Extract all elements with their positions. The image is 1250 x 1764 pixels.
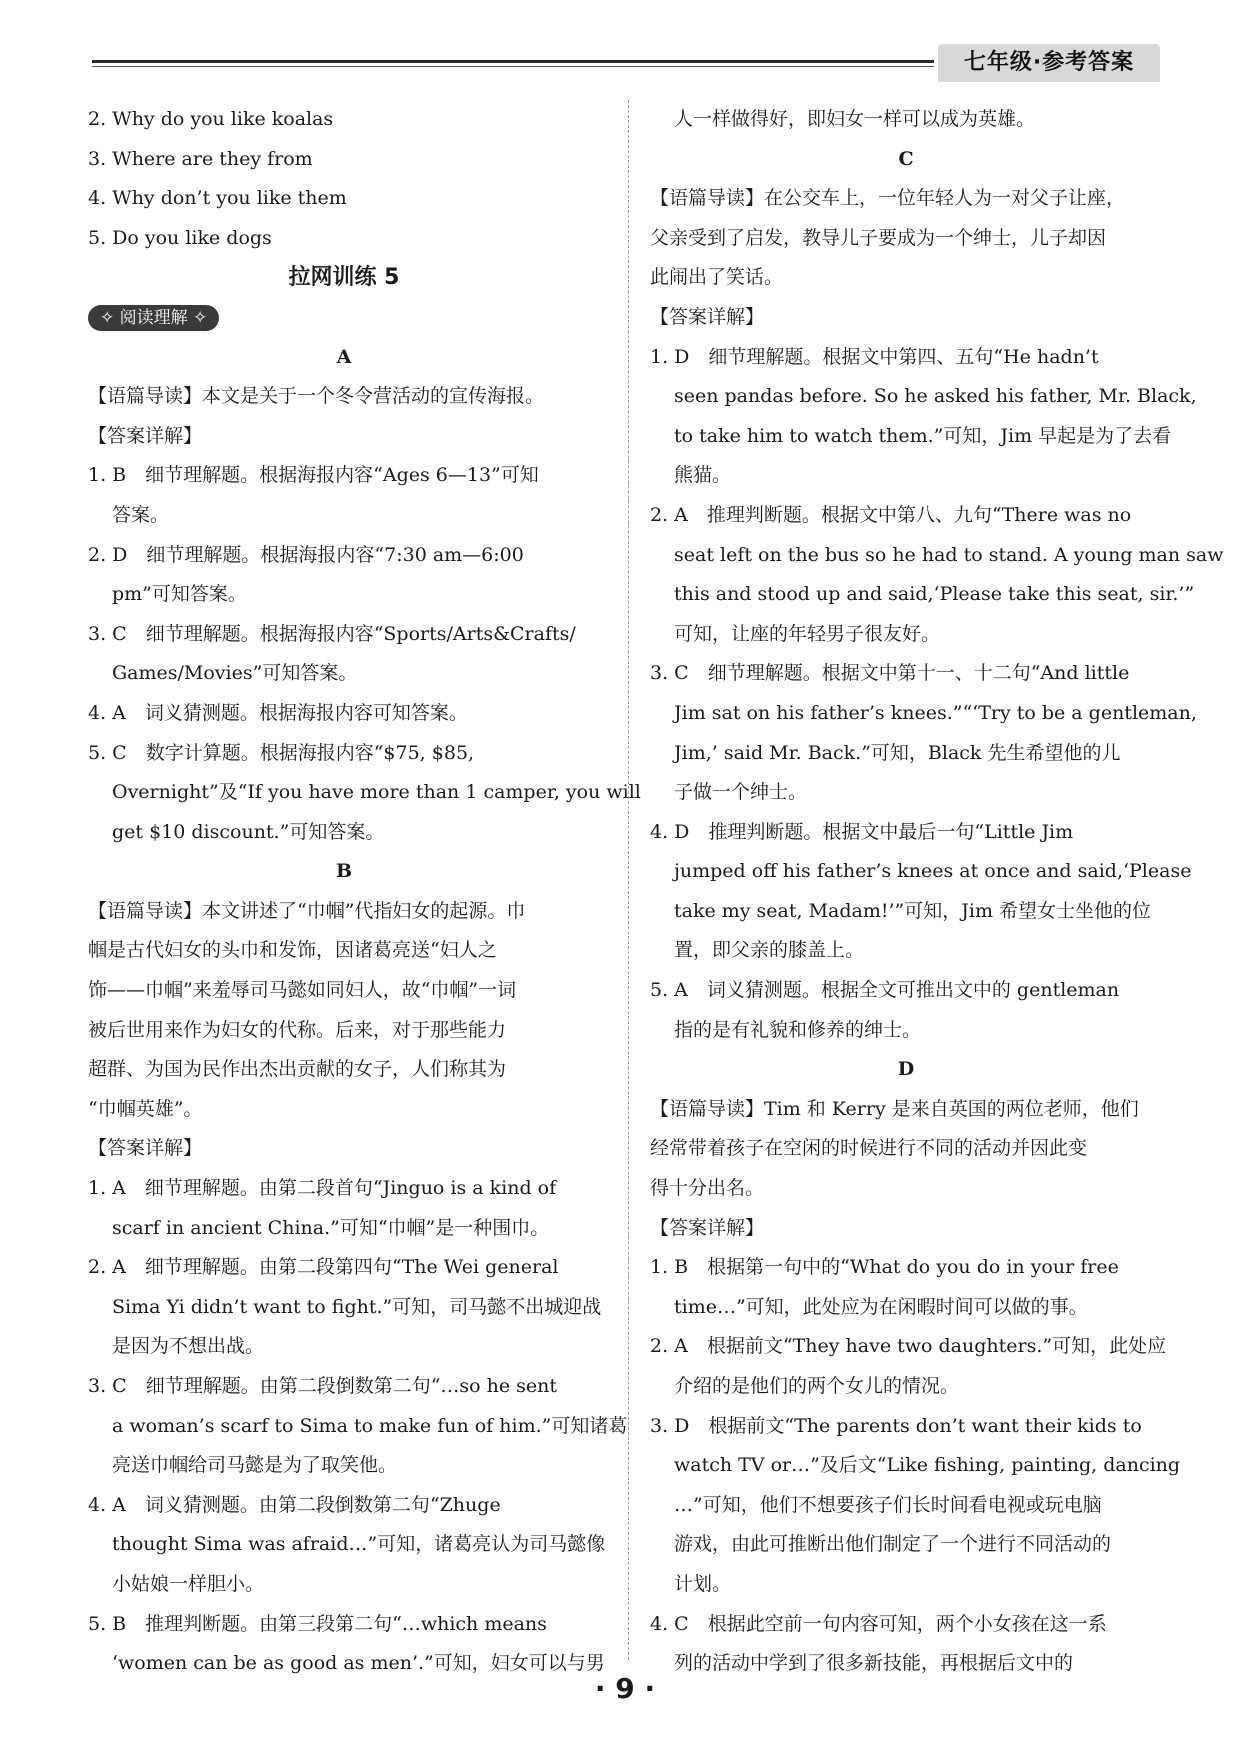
text-line-continued: ‘women can be as good as men’.”可知，妇女可以与男 <box>112 1652 605 1675</box>
text-line-continued: Games/Movies”可知答案。 <box>112 662 358 685</box>
page-number: · 9 · <box>594 1672 656 1705</box>
text-line: 【答案详解】 <box>650 305 765 328</box>
header-tab: 七年级·参考答案 <box>938 44 1160 82</box>
text-line: 5. Do you like dogs <box>88 226 272 249</box>
text-line: 5. A 词义猜测题。根据全文可推出文中的 gentleman <box>650 979 1120 1002</box>
text-line: 3. C 细节理解题。根据海报内容“Sports/Arts&Crafts/ <box>88 622 576 645</box>
text-line-continued: Overnight”及“If you have more than 1 camper, you will <box>112 781 641 804</box>
text-line: 得十分出名。 <box>650 1177 765 1200</box>
text-line-continued: 人一样做得好，即妇女一样可以成为英雄。 <box>674 108 1036 130</box>
text-line: 4. A 词义猜测题。由第二段倒数第二句“Zhuge <box>88 1493 501 1516</box>
left-column <box>88 100 641 1684</box>
text-line-continued: 指的是有礼貌和修养的绅士。 <box>674 1018 922 1041</box>
text-line-continued: 游戏，由此可推断出他们制定了一个进行不同活动的 <box>674 1533 1112 1556</box>
section-title: 拉网训练 5 <box>288 265 400 291</box>
text-line-continued: time…”可知，此处应为在闲暇时间可以做的事。 <box>674 1295 1088 1318</box>
text-line-continued: 小姑娘一样胆小。 <box>112 1572 265 1595</box>
text-line: 经常带着孩子在空闲的时候进行不同的活动并因此变 <box>650 1137 1088 1160</box>
text-line-continued: get $10 discount.”可知答案。 <box>112 820 385 843</box>
text-line: 2. A 细节理解题。由第二段第四句“The Wei general <box>88 1256 559 1279</box>
text-line: 3. C 细节理解题。根据文中第十一、十二句“And little <box>650 662 1130 685</box>
right-column <box>650 100 1224 1684</box>
text-line: 2. Why do you like koalas <box>88 108 334 130</box>
column-divider <box>628 100 629 1660</box>
text-line: 5. C 数字计算题。根据海报内容“$75, $85, <box>88 741 475 764</box>
text-line: “巾帼英雄”。 <box>88 1097 203 1120</box>
text-line-continued: …”可知，他们不想要孩子们长时间看电视或玩电脑 <box>674 1493 1102 1516</box>
text-line-continued: a woman’s scarf to Sima to make fun of him.”可知诸葛 <box>112 1414 628 1437</box>
text-line-continued: seat left on the bus so he had to stand. A young man saw <box>674 543 1224 566</box>
text-line-continued: thought Sima was afraid…”可知，诸葛亮认为司马懿像 <box>112 1533 606 1556</box>
text-line: 3. D 根据前文“The parents don’t want their kids to <box>650 1414 1142 1437</box>
text-line: 1. B 根据第一句中的“What do you do in your free <box>650 1256 1119 1279</box>
text-line: 帼是古代妇女的头巾和发饰，因诸葛亮送“妇人之 <box>88 939 497 962</box>
header-rule <box>92 60 934 63</box>
section-badge-row <box>88 298 600 338</box>
text-line-continued: 是因为不想出战。 <box>112 1335 265 1358</box>
text-line-continued: 可知，让座的年轻男子很友好。 <box>674 622 941 645</box>
text-line: 此闹出了笑话。 <box>650 266 784 289</box>
text-line: 【答案详解】 <box>650 1216 765 1239</box>
text-line: 【答案详解】 <box>88 424 203 447</box>
text-line-continued: this and stood up and said,‘Please take this seat, sir.’” <box>674 583 1195 606</box>
text-line-continued: watch TV or…”及后文“Like fishing, painting, dancing <box>674 1454 1181 1477</box>
text-line: 4. C 根据此空前一句内容可知，两个小女孩在这一系 <box>650 1612 1107 1635</box>
text-line-continued: 子做一个绅士。 <box>674 781 808 804</box>
text-line: 1. D 细节理解题。根据文中第四、五句“He hadn’t <box>650 345 1099 368</box>
section-badge: ✧ 阅读理解 ✧ <box>88 305 219 331</box>
text-line: 【语篇导读】在公交车上，一位年轻人为一对父子让座， <box>650 187 1126 210</box>
text-line: 4. D 推理判断题。根据文中最后一句“Little Jim <box>650 820 1074 843</box>
text-line: 3. C 细节理解题。由第二段倒数第二句“…so he sent <box>88 1375 558 1397</box>
text-line: 2. D 细节理解题。根据海报内容“7:30 am—6:00 <box>88 543 524 566</box>
text-line: 超群、为国为民作出杰出贡献的女子，人们称其为 <box>88 1058 507 1081</box>
passage-heading: B <box>335 860 353 883</box>
text-line-continued: Jim,’ said Mr. Back.”可知，Black 先生希望他的儿 <box>674 741 1121 764</box>
passage-heading: D <box>897 1058 915 1081</box>
text-line: 【语篇导读】本文讲述了“巾帼”代指妇女的起源。巾 <box>88 899 526 922</box>
text-line: 被后世用来作为妇女的代称。后来，对于那些能力 <box>88 1018 507 1041</box>
text-line-continued: take my seat, Madam!’”可知，Jim 希望女士坐他的位 <box>674 899 1152 922</box>
text-line: 饰——巾帼”来羞辱司马懿如同妇人，故“巾帼”一词 <box>88 979 517 1002</box>
header-rule-thin <box>92 66 934 67</box>
text-line-continued: seen pandas before. So he asked his father, Mr. Black, <box>674 385 1197 408</box>
text-line-continued: Jim sat on his father’s knees.”“‘Try to be a gentleman, <box>674 701 1197 724</box>
text-line-continued: 熊猫。 <box>674 464 732 487</box>
text-line-continued: 介绍的是他们的两个女儿的情况。 <box>674 1375 960 1397</box>
text-line-continued: 置，即父亲的膝盖上。 <box>674 939 865 962</box>
text-line: 【语篇导读】Tim 和 Kerry 是来自英国的两位老师，他们 <box>650 1097 1139 1120</box>
text-line-continued: 计划。 <box>674 1572 732 1595</box>
text-line-continued: jumped off his father’s knees at once and said,‘Please <box>674 860 1192 883</box>
text-line: 2. A 推理判断题。根据文中第八、九句“There was no <box>650 503 1132 526</box>
text-line-continued: 答案。 <box>112 503 170 526</box>
text-line-continued: 列的活动中学到了很多新技能，再根据后文中的 <box>674 1652 1074 1675</box>
text-line: 5. B 推理判断题。由第三段第二句“…which means <box>88 1612 547 1635</box>
text-line: 3. Where are they from <box>88 147 313 170</box>
text-line: 【语篇导读】本文是关于一个冬令营活动的宣传海报。 <box>88 385 545 408</box>
passage-heading: A <box>336 345 352 368</box>
text-line: 1. A 细节理解题。由第二段首句“Jinguo is a kind of <box>88 1177 557 1200</box>
text-line-continued: to take him to watch them.”可知，Jim 早起是为了去看 <box>674 424 1172 447</box>
text-line: 2. A 根据前文“They have two daughters.”可知，此处应 <box>650 1335 1167 1358</box>
text-line: 父亲受到了启发，教导儿子要成为一个绅士，儿子却因 <box>650 226 1107 249</box>
text-line: 【答案详解】 <box>88 1137 203 1160</box>
text-line: 4. Why don’t you like them <box>88 187 347 210</box>
text-line: 1. B 细节理解题。根据海报内容“Ages 6—13”可知 <box>88 464 539 487</box>
text-line-continued: pm”可知答案。 <box>112 583 247 606</box>
text-line-continued: Sima Yi didn’t want to fight.”可知，司马懿不出城迎战 <box>112 1295 602 1318</box>
text-line: 4. A 词义猜测题。根据海报内容可知答案。 <box>88 701 468 724</box>
passage-heading: C <box>898 147 914 170</box>
text-line-continued: 亮送巾帼给司马懿是为了取笑他。 <box>112 1454 398 1477</box>
text-line-continued: scarf in ancient China.”可知“巾帼”是一种围巾。 <box>112 1216 550 1239</box>
